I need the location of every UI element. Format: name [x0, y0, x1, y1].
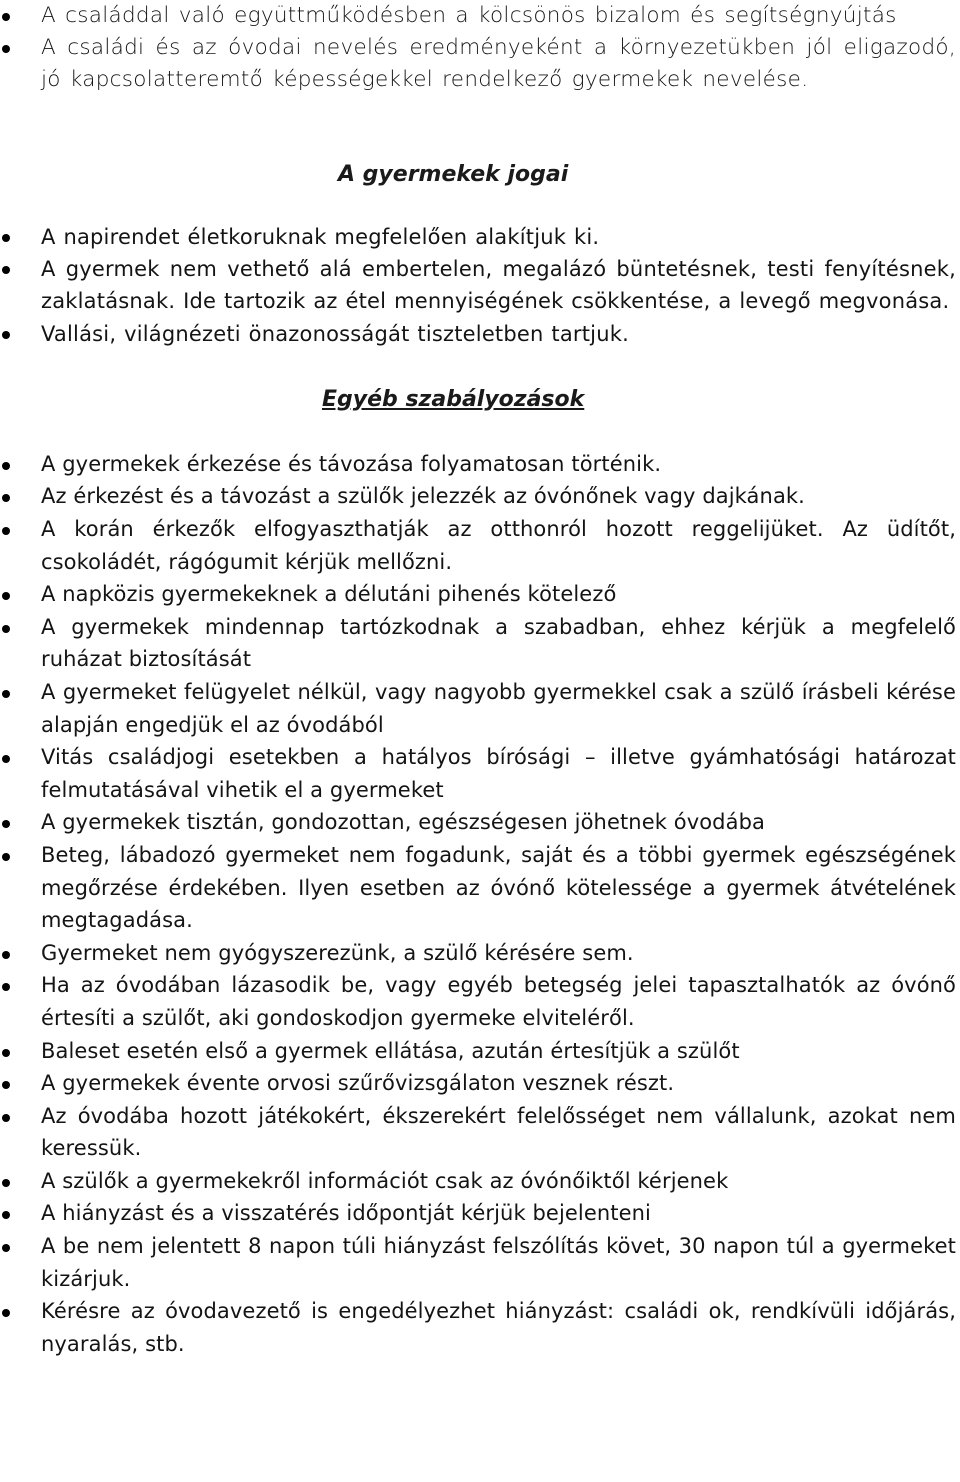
list-item: A gyermekek érkezése és távozása folyamatosan történik. [0, 448, 960, 481]
list-item: A napközis gyermekeknek a délutáni pihenés kötelező [0, 578, 960, 611]
list-item: Vallási, világnézeti önazonosságát tiszteletben tartjuk. [0, 318, 960, 350]
section-title-rights: A gyermekek jogai [338, 162, 569, 187]
list-item: A gyermek nem vethető alá embertelen, megalázó büntetésnek, testi fenyítésnek, zaklatásnak. Ide tartozik az étel mennyiségének csökkentése, a levegő megvonása. [0, 253, 960, 317]
list-item: Az érkezést és a távozást a szülők jelezzék az óvónőnek vagy dajkának. [0, 480, 960, 513]
list-item: A szülők a gyermekekről információt csak az óvónőiktől kérjenek [0, 1165, 960, 1198]
list-item: A hiányzást és a visszatérés időpontját kérjük bejelenteni [0, 1197, 960, 1230]
list-item: Baleset esetén első a gyermek ellátása, azután értesítjük a szülőt [0, 1035, 960, 1068]
rules-list [0, 448, 960, 1361]
list-item: A gyermekek mindennap tartózkodnak a szabadban, ehhez kérjük a megfelelő ruházat biztosítását [0, 611, 960, 676]
list-item: A gyermekek tisztán, gondozottan, egészségesen jöhetnek óvodába [0, 806, 960, 839]
list-item: Vitás családjogi esetekben a hatályos bírósági – illetve gyámhatósági határozat felmutatásával vihetik el a gyermeket [0, 741, 960, 806]
rights-list [0, 221, 960, 350]
list-item: A korán érkezők elfogyaszthatják az otthonról hozott reggelijüket. Az üdítőt, csokoládét, rágógumit kérjük mellőzni. [0, 513, 960, 578]
intro-list [0, 0, 960, 96]
list-item: A gyermekek évente orvosi szűrővizsgálaton vesznek részt. [0, 1067, 960, 1100]
list-item: A családdal való együttműködésben a kölcsönös bizalom és segítségnyújtás [0, 0, 960, 32]
list-item: A be nem jelentett 8 napon túli hiányzást felszólítás követ, 30 napon túl a gyermeket kizárjuk. [0, 1230, 960, 1295]
list-item: Beteg, lábadozó gyermeket nem fogadunk, saját és a többi gyermek egészségének megőrzése érdekében. Ilyen esetben az óvónő kötelessége a gyermek átvételének megtagadása. [0, 839, 960, 937]
list-item: A családi és az óvodai nevelés eredményeként a környezetükben jól eligazodó, jó kapcsolatteremtő képességekkel rendelkező gyermekek nevelése. [0, 32, 960, 96]
list-item: Gyermeket nem gyógyszerezünk, a szülő kérésére sem. [0, 937, 960, 970]
list-item: A gyermeket felügyelet nélkül, vagy nagyobb gyermekkel csak a szülő írásbeli kérése alapján engedjük el az óvodából [0, 676, 960, 741]
list-item: A napirendet életkoruknak megfelelően alakítjuk ki. [0, 221, 960, 253]
list-item: Az óvodába hozott játékokért, ékszerekért felelősséget nem vállalunk, azokat nem keressük. [0, 1100, 960, 1165]
list-item: Ha az óvodában lázasodik be, vagy egyéb betegség jelei tapasztalhatók az óvónő értesíti a szülőt, aki gondoskodjon gyermeke elviteléről. [0, 969, 960, 1034]
list-item: Kérésre az óvodavezető is engedélyezhet hiányzást: családi ok, rendkívüli időjárás, nyaralás, stb. [0, 1295, 960, 1360]
section-title-other-rules: Egyéb szabályozások [322, 386, 585, 412]
